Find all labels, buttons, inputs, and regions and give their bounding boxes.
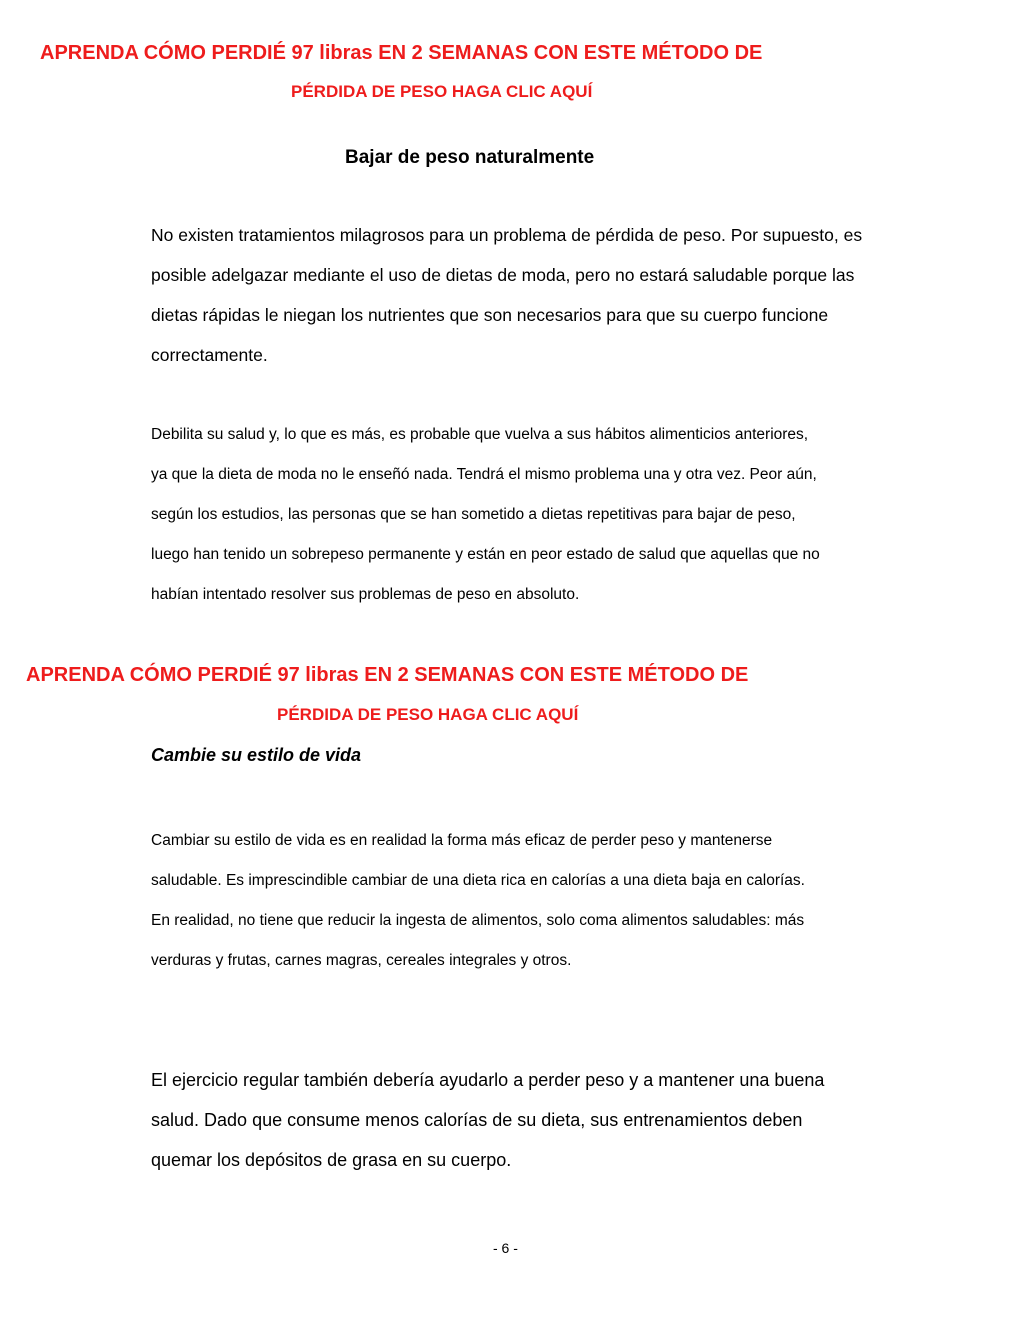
section1-paragraph-2 <box>151 415 891 615</box>
paragraph-line: Cambiar su estilo de vida es en realidad la forma más eficaz de perder peso y mantenerse <box>151 832 773 849</box>
paragraph-line: En realidad, no tiene que reducir la ingesta de alimentos, solo coma alimentos saludables: más <box>151 912 805 929</box>
paragraph-line: dietas rápidas le niegan los nutrientes que son necesarios para que su cuerpo funcione <box>151 305 829 325</box>
section1-paragraph-1 <box>151 215 891 375</box>
promo-mid-click-here-link[interactable]: PÉRDIDA DE PESO HAGA CLIC AQUÍ <box>277 705 579 724</box>
paragraph-line: correctamente. <box>151 345 268 365</box>
section-title-cambie-estilo-de-vida: Cambie su estilo de vida <box>151 745 362 765</box>
paragraph-line: Debilita su salud y, lo que es más, es probable que vuelva a sus hábitos alimenticios anteriores, <box>151 426 809 443</box>
paragraph-line: salud. Dado que consume menos calorías de su dieta, sus entrenamientos deben <box>151 1110 803 1130</box>
section-title-bajar-de-peso: Bajar de peso naturalmente <box>345 147 595 168</box>
paragraph-line: ya que la dieta de moda no le enseñó nada. Tendrá el mismo problema una y otra vez. Peor aún, <box>151 466 817 483</box>
paragraph-line: posible adelgazar mediante el uso de dietas de moda, pero no estará saludable porque las <box>151 265 855 285</box>
paragraph-line: saludable. Es imprescindible cambiar de una dieta rica en calorías a una dieta baja en calorías. <box>151 872 805 889</box>
paragraph-line: verduras y frutas, carnes magras, cereales integrales y otros. <box>151 952 572 969</box>
paragraph-line: según los estudios, las personas que se han sometido a dietas repetitivas para bajar de peso, <box>151 506 796 523</box>
paragraph-line: quemar los depósitos de grasa en su cuerpo. <box>151 1150 512 1170</box>
section2-paragraph-1 <box>151 821 891 981</box>
section2-paragraph-2 <box>151 1060 891 1180</box>
page-number: - 6 - <box>493 1240 518 1256</box>
promo-top-click-here-link[interactable]: PÉRDIDA DE PESO HAGA CLIC AQUÍ <box>291 82 593 101</box>
paragraph-line: El ejercicio regular también debería ayudarlo a perder peso y a mantener una buena <box>151 1070 825 1090</box>
promo-top-headline-link[interactable]: APRENDA CÓMO PERDIÉ 97 libras EN 2 SEMANAS CON ESTE MÉTODO DE <box>40 42 763 64</box>
promo-mid-headline-link[interactable]: APRENDA CÓMO PERDIÉ 97 libras EN 2 SEMANAS CON ESTE MÉTODO DE <box>26 664 749 686</box>
paragraph-line: luego han tenido un sobrepeso permanente y están en peor estado de salud que aquellas que no <box>151 546 820 563</box>
paragraph-line: No existen tratamientos milagrosos para un problema de pérdida de peso. Por supuesto, es <box>151 225 863 245</box>
paragraph-line: habían intentado resolver sus problemas de peso en absoluto. <box>151 586 580 603</box>
